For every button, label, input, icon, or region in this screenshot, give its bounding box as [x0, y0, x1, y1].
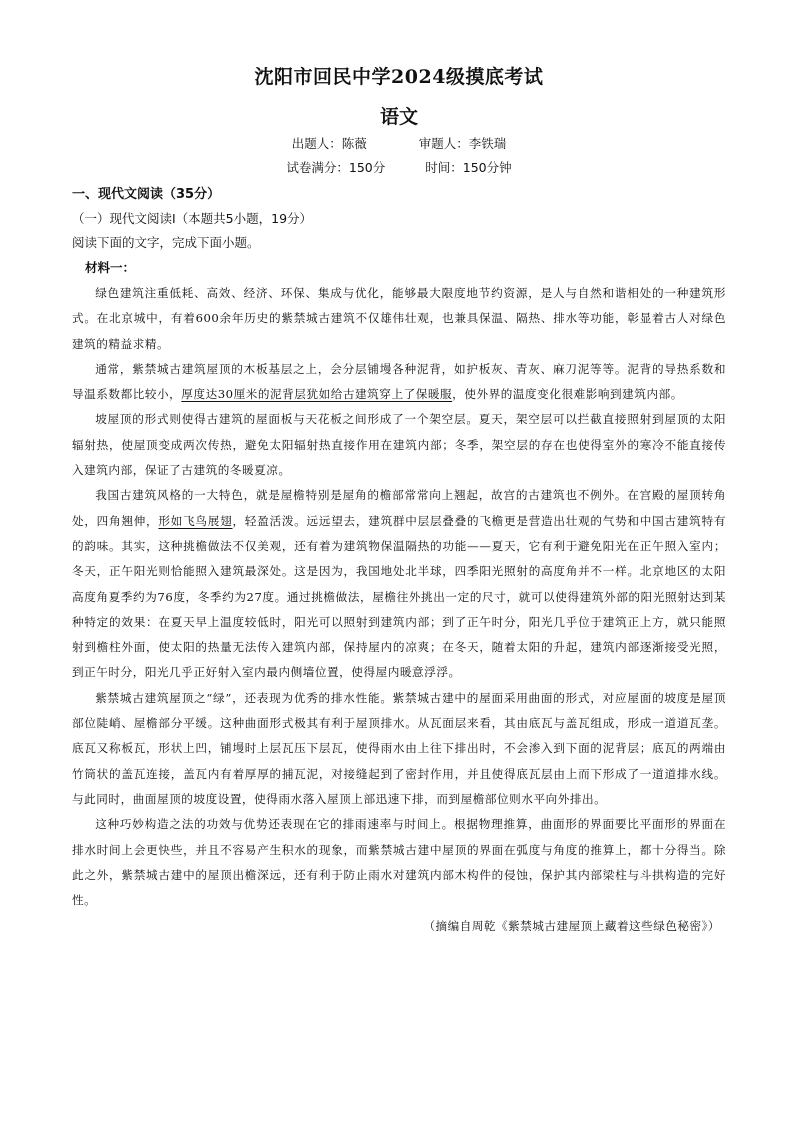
paragraph-1: 绿色建筑注重低耗、高效、经济、环保、集成与优化，能够最大限度地节约资源，是人与自然和谐相处的一种建筑形式。在北京城中，有着600余年历史的紫禁城古建筑不仅雄伟壮观，也兼具保温、隔热、排水等功能，彰显着古人对绿色建筑的精益求精。	[72, 286, 726, 351]
underlined-sentence-1: 厚度达30厘米的泥背层犹如给古建筑穿上了保暖服	[181, 387, 453, 402]
paragraph-2-text-before: 通常，紫禁城古建筑屋顶的木板基层之上，会分层铺墁各种泥背，如护板灰、青灰、麻刀泥等等。泥背的导热系数和导温系数都比较小，	[72, 361, 726, 402]
exam-page	[72, 62, 726, 939]
section-heading: 一、现代文阅读（35分）	[72, 187, 221, 202]
time-limit-label: 时间：150分钟	[425, 160, 512, 175]
reading-instruction: 阅读下面的文字，完成下面小题。	[72, 235, 260, 250]
exam-info-line	[72, 156, 726, 180]
full-score-label: 试卷满分：150分	[286, 160, 386, 175]
material-label: 材料一：	[85, 260, 136, 275]
paragraph-3: 坡屋顶的形式则使得古建筑的屋面板与天花板之间形成了一个架空层。夏天，架空层可以拦截直接照射到屋顶的太阳辐射热，使屋顶变成两次传热，避免太阳辐射热直接作用在建筑内部；冬季，架空层的存在也使得室外的寒冷不能直接传入建筑内部，保证了古建筑的冬暖夏凉。	[72, 412, 726, 478]
subject-title: 语文	[379, 106, 418, 128]
exam-title: 沈阳市回民中学2024级摸底考试	[254, 66, 544, 88]
author-label: 出题人：陈薇	[291, 136, 367, 151]
paragraph-6: 这种巧妙构造之法的功效与优势还表现在它的排雨速率与时间上。根据物理推算，曲面形的界面要比平面形的界面在排水时间上会更快些，并且不容易产生积水的现象，而紫禁城古建中屋顶的界面在弧度与角度的推算上，都十分得当。除此之外，紫禁城古建中的屋顶出檐深远，还有利于防止雨水对建筑内部木构件的侵蚀，保护其内部梁柱与斗拱构造的完好性。	[72, 817, 726, 908]
paragraph-2-text-after: ，使外界的温度变化很难影响到建筑内部。	[452, 387, 683, 402]
author-info-line	[72, 132, 726, 156]
paragraph-2	[72, 357, 726, 408]
underlined-phrase-2: 形如飞鸟展翅	[158, 513, 233, 528]
paragraph-4-text-before: 我国古建筑风格的一大特色，就是屋檐特别是屋角的檐部常常向上翘起，故宫的古建筑也不例外。在宫殿的屋顶转角处，四角翘伸，	[72, 488, 726, 528]
paragraph-4-text-after: ，轻盈活泼。远远望去，建筑群中层层叠叠的飞檐更是营造出壮观的气势和中国古建筑特有的韵味。其实，这种挑檐做法不仅美观，还有着为建筑物保温隔热的功能——夏天，它有利于避免阳光在正午照入室内；冬天，正午阳光则恰能照入建筑最深处。这是因为，我国地处北半球，四季阳光照射的高度角并不一样。北京地区的太阳高度角夏季约为76度，冬季约为27度。通过挑檐做法，屋檐往外挑出一定的尺寸，就可以使得建筑外部的阳光照射达到某种特定的效果：在夏天早上温度较低时，阳光可以照射到建筑内部；到了正午时分，阳光几乎位于建筑正上方，就只能照射到檐柱外面，使太阳的热量无法传入建筑内部，保持屋内的凉爽；在冬天，随着太阳的升起，建筑内部逐渐接受光照，到正午时分，阳光几乎正好射入室内最内侧墙位置，使得屋内暖意浮浮。	[72, 513, 726, 680]
paragraph-4	[72, 483, 726, 685]
source-citation: （摘编自周乾《紫禁城古建屋顶上藏着这些绿色秘密》）	[423, 919, 720, 934]
reviewer-label: 审题人：李铁瑞	[418, 136, 507, 151]
subsection-heading: （一）现代文阅读Ⅰ（本题共5小题，19分）	[72, 211, 313, 226]
paragraph-5: 紫禁城古建筑屋顶之“绿”，还表现为优秀的排水性能。紫禁城古建中的屋面采用曲面的形式，对应屋面的坡度是屋顶部位陡峭、屋檐部分平缓。这种曲面形式极其有利于屋顶排水。从瓦面层来看，其由底瓦与盖瓦组成，形成一道道瓦垄。底瓦又称板瓦，形状上凹，铺墁时上层瓦压下层瓦，使得雨水由上往下排出时，不会渗入到下面的泥背层；底瓦的两端由竹筒状的盖瓦连接，盖瓦内有着厚厚的捕瓦泥，对接缝起到了密封作用，并且使得底瓦层由上而下形成了一道道排水线。与此同时，曲面屋顶的坡度设置，使得雨水落入屋顶上部迅速下排，而到屋檐部位则水平向外排出。	[72, 690, 726, 806]
